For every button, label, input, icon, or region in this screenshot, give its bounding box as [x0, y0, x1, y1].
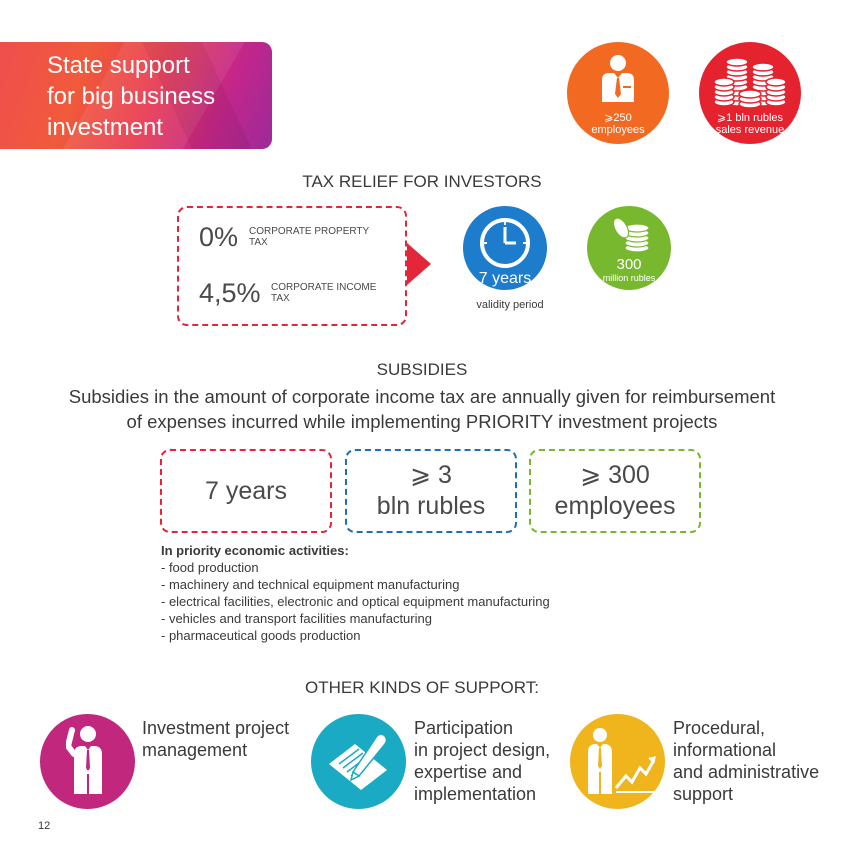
tax-rates-box	[177, 206, 407, 326]
list-item: - electrical facilities, electronic and optical equipment manufacturing	[161, 594, 550, 609]
employees-criterion	[567, 42, 669, 144]
page-number: 12	[38, 820, 51, 832]
property-tax-rate: 0%	[199, 222, 239, 252]
arrow-right-icon	[407, 243, 431, 285]
businessman-icon	[600, 54, 636, 102]
list-item: - food production	[161, 560, 259, 575]
list-item: - machinery and technical equipment manufacturing	[161, 577, 460, 592]
income-tax-label: CORPORATE INCOME TAX	[271, 282, 377, 304]
subsidy-employees-box	[529, 449, 701, 533]
property-tax-label: CORPORATE PROPERTY TAX	[249, 226, 370, 248]
subsidy-investment-value: ⩾ 3	[410, 461, 452, 489]
tax-relief-heading: TAX RELIEF FOR INVESTORS	[302, 172, 542, 191]
revenue-criterion-label: sales revenue	[715, 124, 785, 136]
revenue-criterion-value: ⩾1 bln rubles	[716, 112, 784, 124]
subsidy-term-box	[160, 449, 332, 533]
administrative-support-icon	[570, 714, 665, 809]
validity-period-circle	[463, 206, 547, 290]
coin-stacks-icon	[713, 52, 787, 108]
min-investment-unit: million rubles	[602, 273, 656, 283]
subsidy-term-value: 7 years	[205, 476, 287, 505]
administrative-support-label: Procedural, informational and administrative support	[673, 718, 820, 804]
subsidies-text-line-2: of expenses incurred while implementing PRIORITY investment projects	[126, 411, 718, 432]
subsidies-text-line-1: Subsidies in the amount of corporate income tax are annually given for reimbursement	[68, 386, 776, 407]
priority-activities-heading: In priority economic activities:	[161, 543, 349, 558]
title-banner	[0, 42, 272, 149]
list-item: - vehicles and transport facilities manufacturing	[161, 611, 432, 626]
subsidy-investment-unit: bln rubles	[376, 492, 486, 520]
clock-icon	[478, 216, 532, 270]
employees-criterion-value: ⩾250	[604, 112, 632, 124]
project-management-icon	[40, 714, 135, 809]
subsidy-employees-unit: employees	[554, 492, 676, 520]
min-investment-circle	[587, 206, 671, 290]
priority-activities-list	[161, 542, 550, 644]
validity-period-caption: validity period	[476, 299, 544, 311]
revenue-criterion	[699, 42, 801, 144]
growth-chart-icon	[582, 726, 658, 800]
validity-period-value: 7 years	[478, 270, 532, 287]
subsidy-employees-value: ⩾ 300	[580, 461, 650, 489]
list-item: - pharmaceutical goods production	[161, 628, 361, 643]
project-design-label: Participation in project design, expertise and implementation	[414, 718, 551, 804]
income-tax-rate: 4,5%	[199, 278, 261, 308]
manager-on-phone-icon	[66, 724, 110, 800]
other-support-heading: OTHER KINDS OF SUPPORT:	[305, 678, 539, 697]
document-pen-icon	[325, 730, 393, 794]
employees-criterion-label: employees	[591, 124, 645, 136]
project-design-icon	[311, 714, 406, 809]
subsidies-heading: SUBSIDIES	[376, 360, 468, 379]
coins-icon	[609, 214, 651, 254]
subsidy-investment-box	[345, 449, 517, 533]
min-investment-value: 300	[616, 256, 642, 273]
page-title: State support for big business investment	[47, 52, 216, 141]
project-management-label: Investment project management	[142, 718, 290, 760]
